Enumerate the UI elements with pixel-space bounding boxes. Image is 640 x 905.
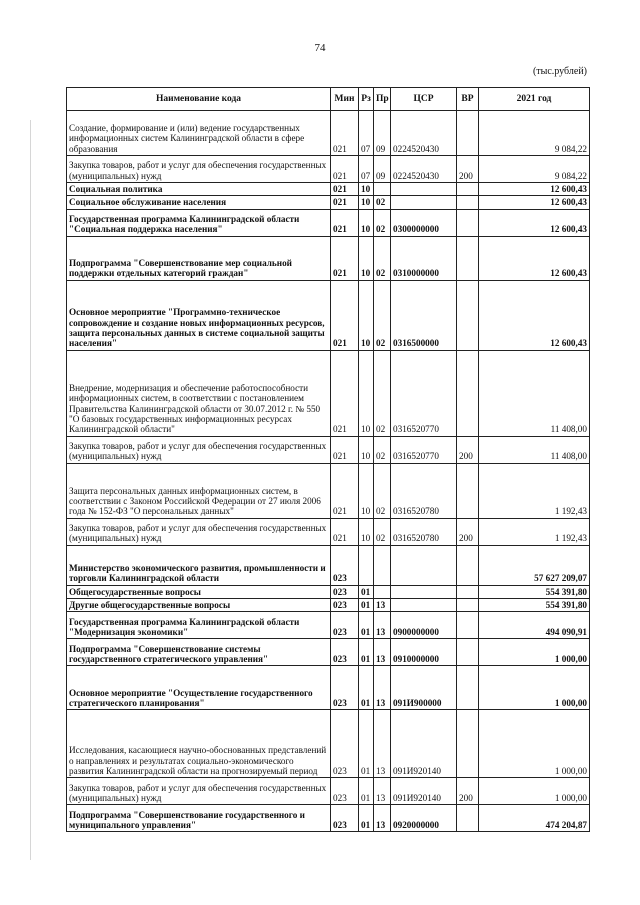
- cell-rz: 01: [359, 598, 374, 611]
- cell-vr: [457, 209, 479, 236]
- cell-min: 021: [331, 196, 359, 209]
- cell-csr: 0316520780: [391, 518, 457, 545]
- cell-amount: 11 408,00: [479, 350, 590, 436]
- cell-pr: 02: [374, 196, 391, 209]
- table-row: [67, 196, 590, 209]
- cell-rz: 10: [359, 518, 374, 545]
- cell-pr: 02: [374, 236, 391, 280]
- cell-vr: [457, 111, 479, 156]
- cell-csr: [391, 196, 457, 209]
- cell-min: 023: [331, 778, 359, 805]
- table-row: [67, 805, 590, 832]
- cell-min: 023: [331, 710, 359, 778]
- cell-vr: [457, 612, 479, 639]
- cell-name: Другие общегосударственные вопросы: [67, 598, 331, 611]
- table-row: [67, 236, 590, 280]
- cell-csr: 0224520430: [391, 156, 457, 183]
- cell-name: Основное мероприятие "Программно-техническое сопровождение и создание новых информационных ресурсов, защита персональных данных в системе социальной защиты населения": [67, 280, 331, 350]
- cell-amount: 554 391,80: [479, 598, 590, 611]
- table-row: [67, 156, 590, 183]
- cell-rz: 10: [359, 350, 374, 436]
- cell-name: Внедрение, модернизация и обеспечение работоспособности информационных систем, в соответствии с постановлением Правительства Калининградской области от 30.07.2012 г. № 550 "О базовых государственных информационных ресурсах Калининградской области": [67, 350, 331, 436]
- cell-rz: 10: [359, 280, 374, 350]
- cell-pr: 02: [374, 463, 391, 518]
- cell-amount: 12 600,43: [479, 183, 590, 196]
- cell-amount: 9 084,22: [479, 111, 590, 156]
- cell-min: 023: [331, 545, 359, 585]
- header-min: Мин: [331, 88, 359, 111]
- cell-min: 023: [331, 585, 359, 598]
- cell-name: Социальное обслуживание населения: [67, 196, 331, 209]
- cell-csr: 0300000000: [391, 209, 457, 236]
- cell-name: Исследования, касающиеся научно-обоснованных представлений о направлениях и результатах социально-экономического развития Калининградской области на прогнозируемый период: [67, 710, 331, 778]
- cell-csr: [391, 183, 457, 196]
- table-row: [67, 183, 590, 196]
- cell-pr: [374, 545, 391, 585]
- cell-min: 021: [331, 463, 359, 518]
- cell-min: 023: [331, 805, 359, 832]
- cell-pr: 02: [374, 209, 391, 236]
- cell-pr: 09: [374, 156, 391, 183]
- cell-amount: 12 600,43: [479, 209, 590, 236]
- header-pr: Пр: [374, 88, 391, 111]
- cell-amount: 57 627 209,07: [479, 545, 590, 585]
- cell-rz: 10: [359, 236, 374, 280]
- cell-rz: 10: [359, 196, 374, 209]
- cell-rz: 01: [359, 612, 374, 639]
- table-row: [67, 639, 590, 666]
- cell-vr: [457, 666, 479, 710]
- cell-csr: [391, 545, 457, 585]
- cell-amount: 1 000,00: [479, 778, 590, 805]
- cell-min: 023: [331, 612, 359, 639]
- cell-vr: [457, 196, 479, 209]
- table-body: [67, 111, 590, 832]
- cell-min: 021: [331, 156, 359, 183]
- table-row: [67, 545, 590, 585]
- cell-pr: 02: [374, 280, 391, 350]
- cell-vr: [457, 545, 479, 585]
- cell-amount: 1 000,00: [479, 666, 590, 710]
- cell-csr: 0316520770: [391, 436, 457, 463]
- cell-csr: [391, 598, 457, 611]
- cell-amount: 1 000,00: [479, 639, 590, 666]
- cell-pr: 09: [374, 111, 391, 156]
- cell-amount: 12 600,43: [479, 280, 590, 350]
- header-rz: Рз: [359, 88, 374, 111]
- table-row: [67, 666, 590, 710]
- cell-name: Социальная политика: [67, 183, 331, 196]
- scan-edge-line: [30, 120, 31, 860]
- table-row: [67, 463, 590, 518]
- table-row: [67, 518, 590, 545]
- cell-pr: 13: [374, 666, 391, 710]
- cell-csr: 0224520430: [391, 111, 457, 156]
- cell-pr: 13: [374, 612, 391, 639]
- cell-amount: 1 192,43: [479, 518, 590, 545]
- cell-name: Министерство экономического развития, промышленности и торговли Калининградской области: [67, 545, 331, 585]
- cell-rz: 01: [359, 585, 374, 598]
- cell-vr: [457, 183, 479, 196]
- cell-vr: [457, 350, 479, 436]
- table-row: [67, 598, 590, 611]
- cell-rz: 10: [359, 463, 374, 518]
- header-csr: ЦСР: [391, 88, 457, 111]
- cell-min: 021: [331, 183, 359, 196]
- cell-rz: 07: [359, 111, 374, 156]
- cell-csr: 091И920140: [391, 710, 457, 778]
- cell-csr: 0316520780: [391, 463, 457, 518]
- cell-name: Защита персональных данных информационных систем, в соответствии с Законом Российской Федерации от 27 июля 2006 года № 152-ФЗ "О персональных данных": [67, 463, 331, 518]
- cell-min: 021: [331, 209, 359, 236]
- cell-csr: 0316520770: [391, 350, 457, 436]
- cell-rz: [359, 545, 374, 585]
- cell-vr: 200: [457, 518, 479, 545]
- cell-csr: 091И920140: [391, 778, 457, 805]
- cell-min: 021: [331, 111, 359, 156]
- cell-amount: 12 600,43: [479, 196, 590, 209]
- cell-pr: 13: [374, 639, 391, 666]
- cell-min: 021: [331, 518, 359, 545]
- cell-amount: 11 408,00: [479, 436, 590, 463]
- table-row: [67, 209, 590, 236]
- cell-rz: 01: [359, 666, 374, 710]
- cell-name: Государственная программа Калининградской области "Модернизация экономики": [67, 612, 331, 639]
- cell-pr: 13: [374, 805, 391, 832]
- cell-name: Закупка товаров, работ и услуг для обеспечения государственных (муниципальных) нужд: [67, 518, 331, 545]
- cell-amount: 9 084,22: [479, 156, 590, 183]
- cell-rz: 01: [359, 778, 374, 805]
- header-year: 2021 год: [479, 88, 590, 111]
- cell-rz: 01: [359, 805, 374, 832]
- cell-name: Основное мероприятие "Осуществление государственного стратегического планирования": [67, 666, 331, 710]
- cell-vr: 200: [457, 156, 479, 183]
- cell-name: Закупка товаров, работ и услуг для обеспечения государственных (муниципальных) нужд: [67, 436, 331, 463]
- page-number: 74: [314, 42, 326, 54]
- table-row: [67, 612, 590, 639]
- cell-min: 023: [331, 639, 359, 666]
- cell-min: 023: [331, 666, 359, 710]
- cell-name: Подпрограмма "Совершенствование системы государственного стратегического управления": [67, 639, 331, 666]
- header-name: Наименование кода: [67, 88, 331, 111]
- cell-name: Подпрограмма "Совершенствование государственного и муниципального управления": [67, 805, 331, 832]
- table-row: [67, 710, 590, 778]
- cell-rz: 01: [359, 639, 374, 666]
- cell-pr: 02: [374, 436, 391, 463]
- cell-name: Общегосударственные вопросы: [67, 585, 331, 598]
- cell-min: 021: [331, 236, 359, 280]
- cell-csr: 0910000000: [391, 639, 457, 666]
- cell-name: Создание, формирование и (или) ведение государственных информационных систем Калининградской области в сфере образования: [67, 111, 331, 156]
- cell-pr: 02: [374, 518, 391, 545]
- cell-name: Подпрограмма "Совершенствование мер социальной поддержки отдельных категорий граждан": [67, 236, 331, 280]
- cell-rz: 07: [359, 156, 374, 183]
- cell-min: 023: [331, 598, 359, 611]
- cell-vr: [457, 805, 479, 832]
- cell-vr: [457, 585, 479, 598]
- cell-amount: 1 000,00: [479, 710, 590, 778]
- cell-vr: [457, 598, 479, 611]
- cell-rz: 10: [359, 209, 374, 236]
- cell-min: 021: [331, 436, 359, 463]
- cell-pr: [374, 585, 391, 598]
- cell-csr: 0920000000: [391, 805, 457, 832]
- cell-pr: [374, 183, 391, 196]
- table-row: [67, 778, 590, 805]
- cell-vr: 200: [457, 778, 479, 805]
- cell-pr: 13: [374, 598, 391, 611]
- cell-rz: 10: [359, 183, 374, 196]
- header-vr: ВР: [457, 88, 479, 111]
- table-row: [67, 436, 590, 463]
- cell-vr: [457, 639, 479, 666]
- cell-vr: [457, 710, 479, 778]
- units-label: (тыс.рублей): [532, 66, 587, 77]
- cell-amount: 1 192,43: [479, 463, 590, 518]
- table-row: [67, 280, 590, 350]
- cell-name: Закупка товаров, работ и услуг для обеспечения государственных (муниципальных) нужд: [67, 156, 331, 183]
- cell-pr: 13: [374, 778, 391, 805]
- cell-csr: [391, 585, 457, 598]
- cell-amount: 494 090,91: [479, 612, 590, 639]
- cell-csr: 091И900000: [391, 666, 457, 710]
- cell-vr: 200: [457, 436, 479, 463]
- cell-csr: 0316500000: [391, 280, 457, 350]
- cell-min: 021: [331, 350, 359, 436]
- cell-rz: 01: [359, 710, 374, 778]
- cell-name: Государственная программа Калининградской области "Социальная поддержка населения": [67, 209, 331, 236]
- cell-vr: [457, 236, 479, 280]
- cell-vr: [457, 280, 479, 350]
- cell-csr: 0900000000: [391, 612, 457, 639]
- cell-amount: 554 391,80: [479, 585, 590, 598]
- cell-amount: 474 204,87: [479, 805, 590, 832]
- cell-rz: 10: [359, 436, 374, 463]
- header-row: [67, 88, 590, 111]
- table-row: [67, 111, 590, 156]
- cell-pr: 02: [374, 350, 391, 436]
- cell-pr: 13: [374, 710, 391, 778]
- cell-amount: 12 600,43: [479, 236, 590, 280]
- budget-table: [66, 87, 590, 832]
- cell-vr: [457, 463, 479, 518]
- table-row: [67, 350, 590, 436]
- cell-min: 021: [331, 280, 359, 350]
- table-row: [67, 585, 590, 598]
- cell-name: Закупка товаров, работ и услуг для обеспечения государственных (муниципальных) нужд: [67, 778, 331, 805]
- cell-csr: 0310000000: [391, 236, 457, 280]
